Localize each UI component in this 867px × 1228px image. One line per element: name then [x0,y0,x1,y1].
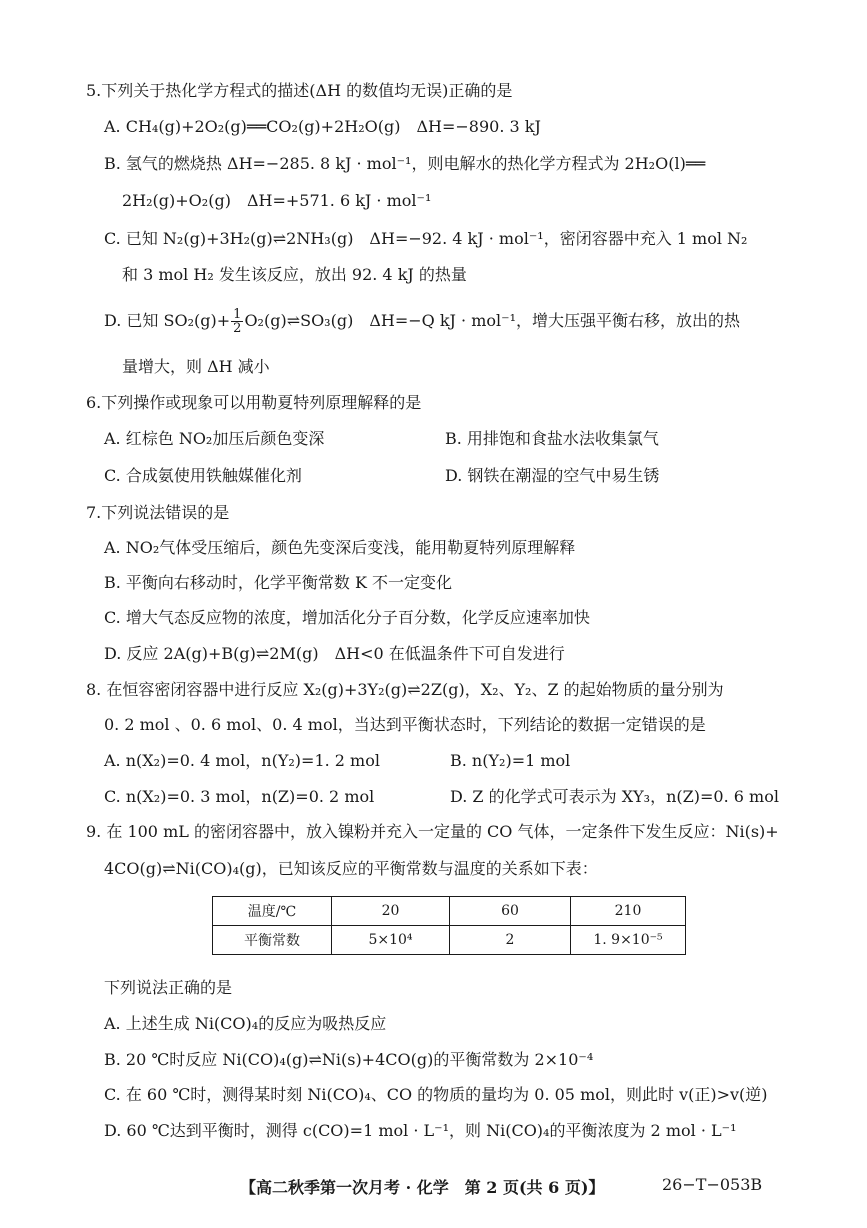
q9-option-a: A. 上述生成 Ni(CO)₄的反应为吸热反应 [104,1014,387,1033]
table-cell: 5×10⁴ [332,926,450,955]
q6-option-b: B. 用排饱和食盐水法收集氯气 [445,429,659,448]
equilibrium-constant-table [212,896,686,955]
q5-option-b-line2: 2H₂(g)+O₂(g) ΔH=+571. 6 kJ · mol⁻¹ [122,191,432,210]
q5-option-c-line1: C. 已知 N₂(g)+3H₂(g)⇌2NH₃(g) ΔH=−92. 4 kJ · mol⁻¹，密闭容器中充入 1 mol N₂ [104,229,748,248]
q5-option-b-line1: B. 氢气的燃烧热 ΔH=−285. 8 kJ · mol⁻¹，则电解水的热化学方程式为 2H₂O(l)══ [104,154,706,173]
q6-stem: 6.下列操作或现象可以用勒夏特列原理解释的是 [86,393,422,412]
table-cell: 60 [450,897,571,926]
table-row-temperature [213,897,686,926]
q7-stem: 7.下列说法错误的是 [86,503,230,522]
fraction-numerator: 1 [233,307,242,322]
q9-stem-line2: 4CO(g)⇌Ni(CO)₄(g)，已知该反应的平衡常数与温度的关系如下表： [104,859,598,878]
q9-prompt: 下列说法正确的是 [104,978,233,997]
q9-option-b: B. 20 ℃时反应 Ni(CO)₄(g)⇌Ni(s)+4CO(g)的平衡常数为 2×10⁻⁴ [104,1050,594,1069]
page-footer-exam: 【高二秋季第一次月考 · 化学 第 2 页(共 6 页)】 [240,1178,605,1197]
q9-option-d: D. 60 ℃达到平衡时，测得 c(CO)=1 mol · L⁻¹，则 Ni(CO)₄的平衡浓度为 2 mol · L⁻¹ [104,1121,737,1140]
q8-option-d: D. Z 的化学式可表示为 XY₃，n(Z)=0. 6 mol [450,787,779,806]
q7-option-b: B. 平衡向右移动时，化学平衡常数 K 不一定变化 [104,573,453,592]
q5-d-text-pre: D. 已知 SO₂(g)+ [104,311,231,330]
q5-stem: 5.下列关于热化学方程式的描述(ΔH 的数值均无误)正确的是 [86,81,513,100]
table-cell: 20 [332,897,450,926]
q9-stem-line1: 9. 在 100 mL 的密闭容器中，放入镍粉并充入一定量的 CO 气体，一定条件下发生反应：Ni(s)+ [86,822,779,841]
q8-option-b: B. n(Y₂)=1 mol [450,751,571,770]
table-cell: 1. 9×10⁻⁵ [571,926,686,955]
q7-option-c: C. 增大气态反应物的浓度，增加活化分子百分数，化学反应速率加快 [104,608,590,627]
table-cell: 2 [450,926,571,955]
q5-option-d-line2: 量增大，则 ΔH 减小 [122,357,270,376]
q8-stem-line2: 0. 2 mol 、0. 6 mol、0. 4 mol，当达到平衡状态时，下列结论的数据一定错误的是 [104,715,706,734]
q6-option-a: A. 红棕色 NO₂加压后颜色变深 [104,429,325,448]
q9-option-c: C. 在 60 ℃时，测得某时刻 Ni(CO)₄、CO 的物质的量均为 0. 05 mol，则此时 v(正)>v(逆) [104,1085,768,1104]
q7-option-a: A. NO₂气体受压缩后，颜色先变深后变浅，能用勒夏特列原理解释 [104,538,576,557]
table-row-constant [213,926,686,955]
page-footer-code: 26−T−053B [662,1175,763,1194]
q7-option-d: D. 反应 2A(g)+B(g)⇌2M(g) ΔH<0 在低温条件下可自发进行 [104,644,565,663]
q8-option-a: A. n(X₂)=0. 4 mol，n(Y₂)=1. 2 mol [104,751,380,770]
q6-option-d: D. 钢铁在潮湿的空气中易生锈 [445,466,660,485]
q5-d-text-post: O₂(g)⇌SO₃(g) ΔH=−Q kJ · mol⁻¹，增大压强平衡右移，放出的热 [244,311,740,330]
fraction-denominator: 2 [233,321,242,336]
q6-option-c: C. 合成氨使用铁触媒催化剂 [104,466,302,485]
table-cell: 210 [571,897,686,926]
fraction-one-half [231,308,243,335]
table-row-label: 平衡常数 [213,926,332,955]
table-row-label: 温度/℃ [213,897,332,926]
q5-option-c-line2: 和 3 mol H₂ 发生该反应，放出 92. 4 kJ 的热量 [122,265,467,284]
q5-option-a: A. CH₄(g)+2O₂(g)══CO₂(g)+2H₂O(g) ΔH=−890. 3 kJ [104,117,541,136]
q8-stem-line1: 8. 在恒容密闭容器中进行反应 X₂(g)+3Y₂(g)⇌2Z(g)，X₂、Y₂、Z 的起始物质的量分别为 [86,680,724,699]
q5-option-d-line1 [104,308,740,335]
q8-option-c: C. n(X₂)=0. 3 mol，n(Z)=0. 2 mol [104,787,375,806]
